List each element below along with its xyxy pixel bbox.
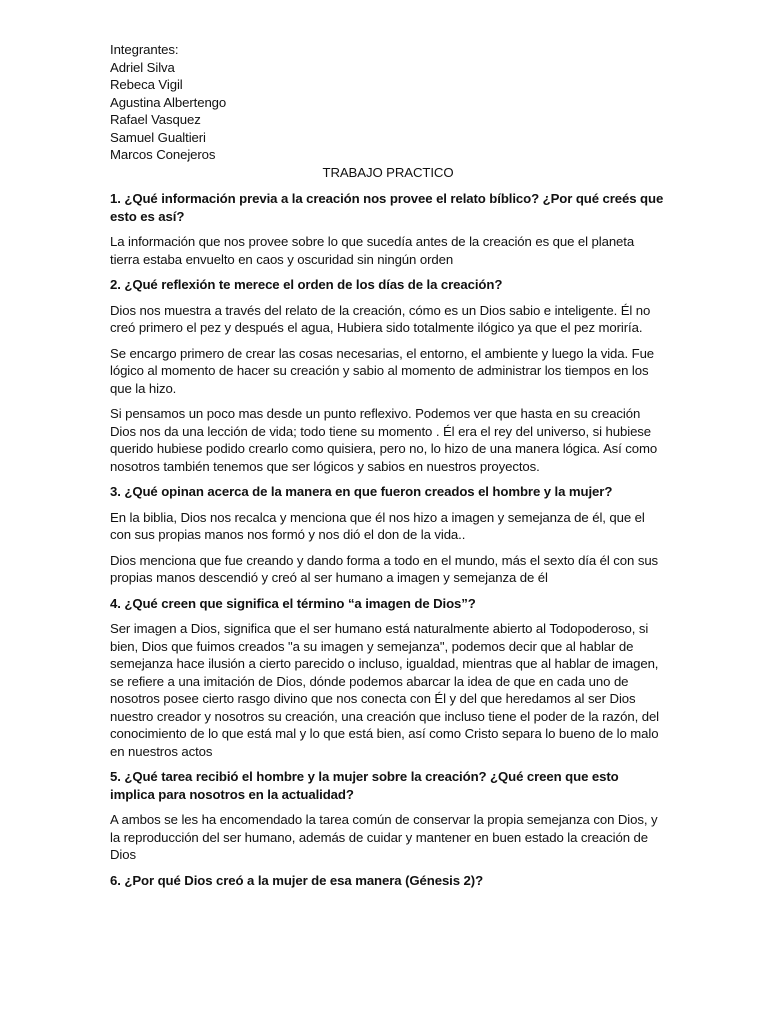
member-name: Adriel Silva (110, 59, 175, 75)
section-3 (110, 483, 666, 587)
section-1 (110, 190, 666, 268)
document-page (110, 41, 666, 897)
answer-paragraph: Dios menciona que fue creando y dando forma a todo en el mundo, más el sexto día él con sus propias manos descendió y creó al ser humano a imagen y semejanza de él (110, 552, 659, 585)
member-name: Rafael Vasquez (110, 112, 201, 127)
question-4: 4. ¿Qué creen que significa el término “a imagen de Dios”? (110, 595, 476, 611)
answer-paragraph: En la biblia, Dios nos recalca y menciona que él nos hizo a imagen y semejanza de él, que el con sus propias manos nos formó y nos dió el don de la vida.. (110, 509, 645, 542)
member-name: Agustina Albertengo (110, 94, 227, 110)
answer-paragraph: Si pensamos un poco mas desde un punto reflexivo. Podemos ver que hasta en su creación Dios nos da una lección de vida; todo tiene su momento . Él era el rey del universo, si hubiese querido hubiese podido crearlo como quisiera, pero no, lo hizo de una manera lógica. Así como nosotros también tenemos que ser lógicos y sabios en nuestros proyectos. (110, 406, 658, 474)
question-2: 2. ¿Qué reflexión te merece el orden de los días de la creación? (110, 277, 503, 292)
answer-paragraph: Se encargo primero de crear las cosas necesarias, el entorno, el ambiente y luego la vida. Fue lógico al momento de hacer su creación y sabio al momento de administrar los tiempos en los que la hizo. (110, 345, 655, 396)
answer-paragraph: La información que nos provee sobre lo que sucedía antes de la creación es que el planeta tierra estaba envuelto en caos y oscuridad sin ningún orden (110, 234, 635, 267)
member-name: Rebeca Vigil (110, 77, 183, 92)
question-5: 5. ¿Qué tarea recibió el hombre y la mujer sobre la creación? ¿Qué creen que esto implica para nosotros en la actualidad? (110, 769, 619, 802)
member-name: Samuel Gualtieri (110, 129, 206, 145)
question-6: 6. ¿Por qué Dios creó a la mujer de esa manera (Génesis 2)? (110, 872, 484, 888)
question-3: 3. ¿Qué opinan acerca de la manera en que fueron creados el hombre y la mujer? (110, 484, 613, 499)
section-5 (110, 768, 666, 864)
question-1: 1. ¿Qué información previa a la creación nos provee el relato bíblico? ¿Por qué creés que esto es así? (110, 191, 664, 224)
answer-paragraph: Ser imagen a Dios, significa que el ser humano está naturalmente abierto al Todopoderoso, si bien, Dios que fuimos creados "a su imagen y semejanza", podemos decir que al hablar de semejanza hace ilusión a cierto parecido o incluso, igualdad, mientras que al hablar de imagen, se refiere a una imitación de Dios, dónde podemos abarcar la idea de que en cada uno de nosotros posee cierto rasgo divino que nos conecta con Él y del que heredamos al ser Dios nuestro creador y nosotros su creación, una creación que incluso tiene el poder de la razón, del conocimiento de lo que está mal y lo que está bien, así como Cristo separa lo bueno de lo malo en nuestros actos (110, 621, 660, 759)
answer-paragraph: Dios nos muestra a través del relato de la creación, cómo es un Dios sabio e inteligente. Él no creó primero el pez y después el agua, Hubiera sido totalmente ilógico ya que el pez moriría. (110, 302, 651, 335)
document-title: TRABAJO PRACTICO (322, 164, 454, 180)
members-list (110, 41, 666, 164)
section-6 (110, 872, 666, 890)
section-2 (110, 276, 666, 475)
member-name: Marcos Conejeros (110, 147, 216, 162)
members-heading: Integrantes: (110, 42, 179, 57)
section-4 (110, 595, 666, 761)
answer-paragraph: A ambos se les ha encomendado la tarea común de conservar la propia semejanza con Dios, y la reproducción del ser humano, además de cuidar y mantener en buen estado la creación de Dios (110, 812, 658, 862)
